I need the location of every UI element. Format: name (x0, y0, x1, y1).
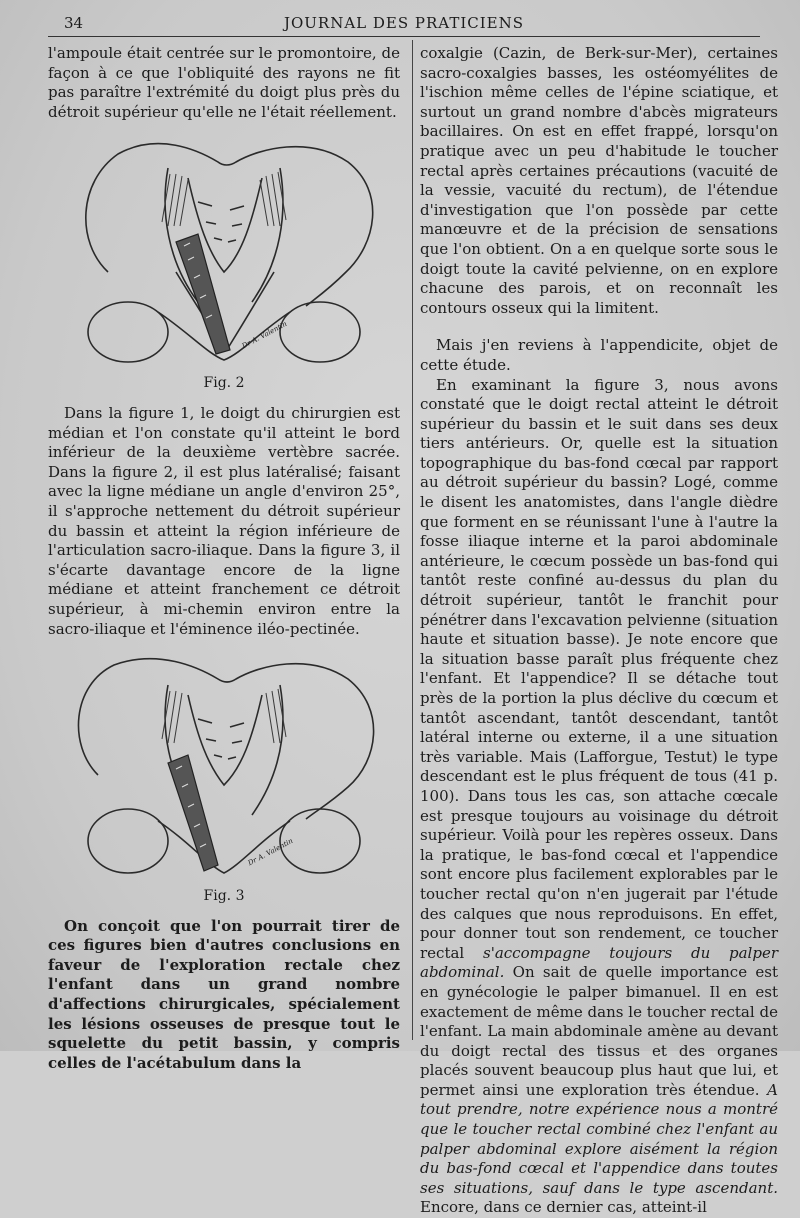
continuation-paragraph: coxalgie (Cazin, de Berk-sur-Mer), certaines sacro-coxalgies basses, les ostéomyélites de l'ischion même celles de l'épine sciatique, et surtout un grand nombre d'abcès migrateurs bacillaires. On est en effet frappé, lorsqu'on pratique avec un peu d'habitude le toucher rectal après certaines précautions (vacuité de la vessie, vacuité du rectum), de l'étendue d'investigation que l'on possède par cette manœuvre et de la précision de sensations que l'on obtient. On a en quelque sorte sous le doigt toute la cavité pelvienne, on en explore chacune des parois, et on reconnaît les contours osseux qui la limitent. (420, 44, 778, 318)
finger-shape-fig3 (168, 755, 218, 871)
journal-title: JOURNAL DES PRATICIENS (48, 14, 760, 32)
figure-3-caption: Fig. 3 (48, 887, 400, 907)
figure-2-caption: Fig. 2 (48, 374, 400, 394)
finger-shape-fig2 (176, 234, 230, 354)
conclusion-paragraph: On conçoit que l'on pourrait tirer de ces figures bien d'autres conclusions en faveur de l'exploration rectale chez l'enfant dans un grand nombre d'affections chirurgicales, spécialement les lésions osseuses de presque tout le squelette du petit bassin, y compris celles de l'acétabulum dans la (48, 917, 400, 1074)
pelvis-drawing-fig3 (48, 645, 400, 885)
appendicite-paragraph: Mais j'en reviens à l'appendicite, objet de cette étude. (420, 336, 778, 375)
main-text-end: Encore, dans ce dernier cas, atteint-il (420, 1198, 707, 1216)
italic-emphasis-2: A tout prendre, notre expérience nous a montré que le toucher rectal combiné chez l'enfant au palper abdominal explore aisément la région du bas-fond cœcal et l'appendice dans toutes ses situations, sauf dans le type ascendant. (420, 1081, 778, 1197)
page-number: 34 (64, 14, 83, 32)
page-header (48, 10, 760, 37)
pelvis-drawing-fig2 (48, 122, 400, 372)
main-text-start: En examinant la figure 3, nous avons constaté que le doigt rectal atteint le détroit supérieur du bassin et le suit dans ses deux tiers antérieurs. Or, quelle est la situation topographique du bas-fond cœcal par rapport au détroit supérieur du bassin? Logé, comme le disent les anatomistes, dans l'angle dièdre que forment en se réunissant l'une à l'autre la fosse iliaque interne et la paroi abdominale antérieure, le cœcum possède un bas-fond qui tantôt reste confiné au-dessus du plan du détroit supérieur, tantôt le franchit pour pénétrer dans l'excavation pelvienne (situation haute et situation basse). Je note encore que la situation basse paraît plus fréquente chez l'enfant. Et l'appendice? Il se détache tout près de la portion la plus déclive du cœcum et tantôt ascendant, tantôt descendant, tantôt latéral interne ou externe, il a une situation très variable. Mais (Lafforgue, Testut) le type descendant est le plus fréquent de tous (41 p. 100). Dans tous les cas, son attache cœcale est presque toujours au voisinage du détroit supérieur. Voilà pour les repères osseux. Dans la pratique, le bas-fond cœcal et l'appendice sont encore plus facilement explorables par le toucher rectal qu'on n'en jugerait par l'étude des calques que nous reproduisons. En effet, pour donner tout son rendement, ce toucher rectal (420, 376, 778, 962)
column-divider (412, 40, 413, 1040)
left-column (48, 44, 400, 1073)
right-column (420, 44, 778, 1218)
figure-3 (48, 645, 400, 885)
italic-emphasis-1: s'accompagne toujours du palper abdominal. (420, 944, 778, 982)
main-text-mid: On sait de quelle importance est en gynécologie le palper bimanuel. Il en est exactement de même dans le toucher rectal de l'enfant. La main abdominale amène au devant du doigt rectal des tissus et des organes placés souvent beaucoup plus haut que lui, et permet ainsi une exploration très étendue. (420, 963, 778, 1099)
intro-paragraph: l'ampoule était centrée sur le promontoire, de façon à ce que l'obliquité des rayons ne fit pas paraître l'extrémité du doigt plus près du détroit supérieur qu'elle ne l'était réellement. (48, 44, 400, 122)
figure-signature: Dr A. Valentin (244, 833, 297, 874)
figure-signature: Dr A. Valentin (238, 316, 291, 357)
figures-paragraph: Dans la figure 1, le doigt du chirurgien est médian et l'on constate qu'il atteint le bord inférieur de la deuxième vertèbre sacrée. Dans la figure 2, il est plus latéralisé; faisant avec la ligne médiane un angle d'environ 25°, il s'approche nettement du détroit supérieur du bassin et atteint la région inférieure de l'articulation sacro-iliaque. Dans la figure 3, il s'écarte davantage encore de la ligne médiane et atteint franchement ce détroit supérieur, à mi-chemin environ entre la sacro-iliaque et l'éminence iléo-pectinée. (48, 404, 400, 639)
figure-2 (48, 122, 400, 372)
main-paragraph (420, 376, 778, 1218)
